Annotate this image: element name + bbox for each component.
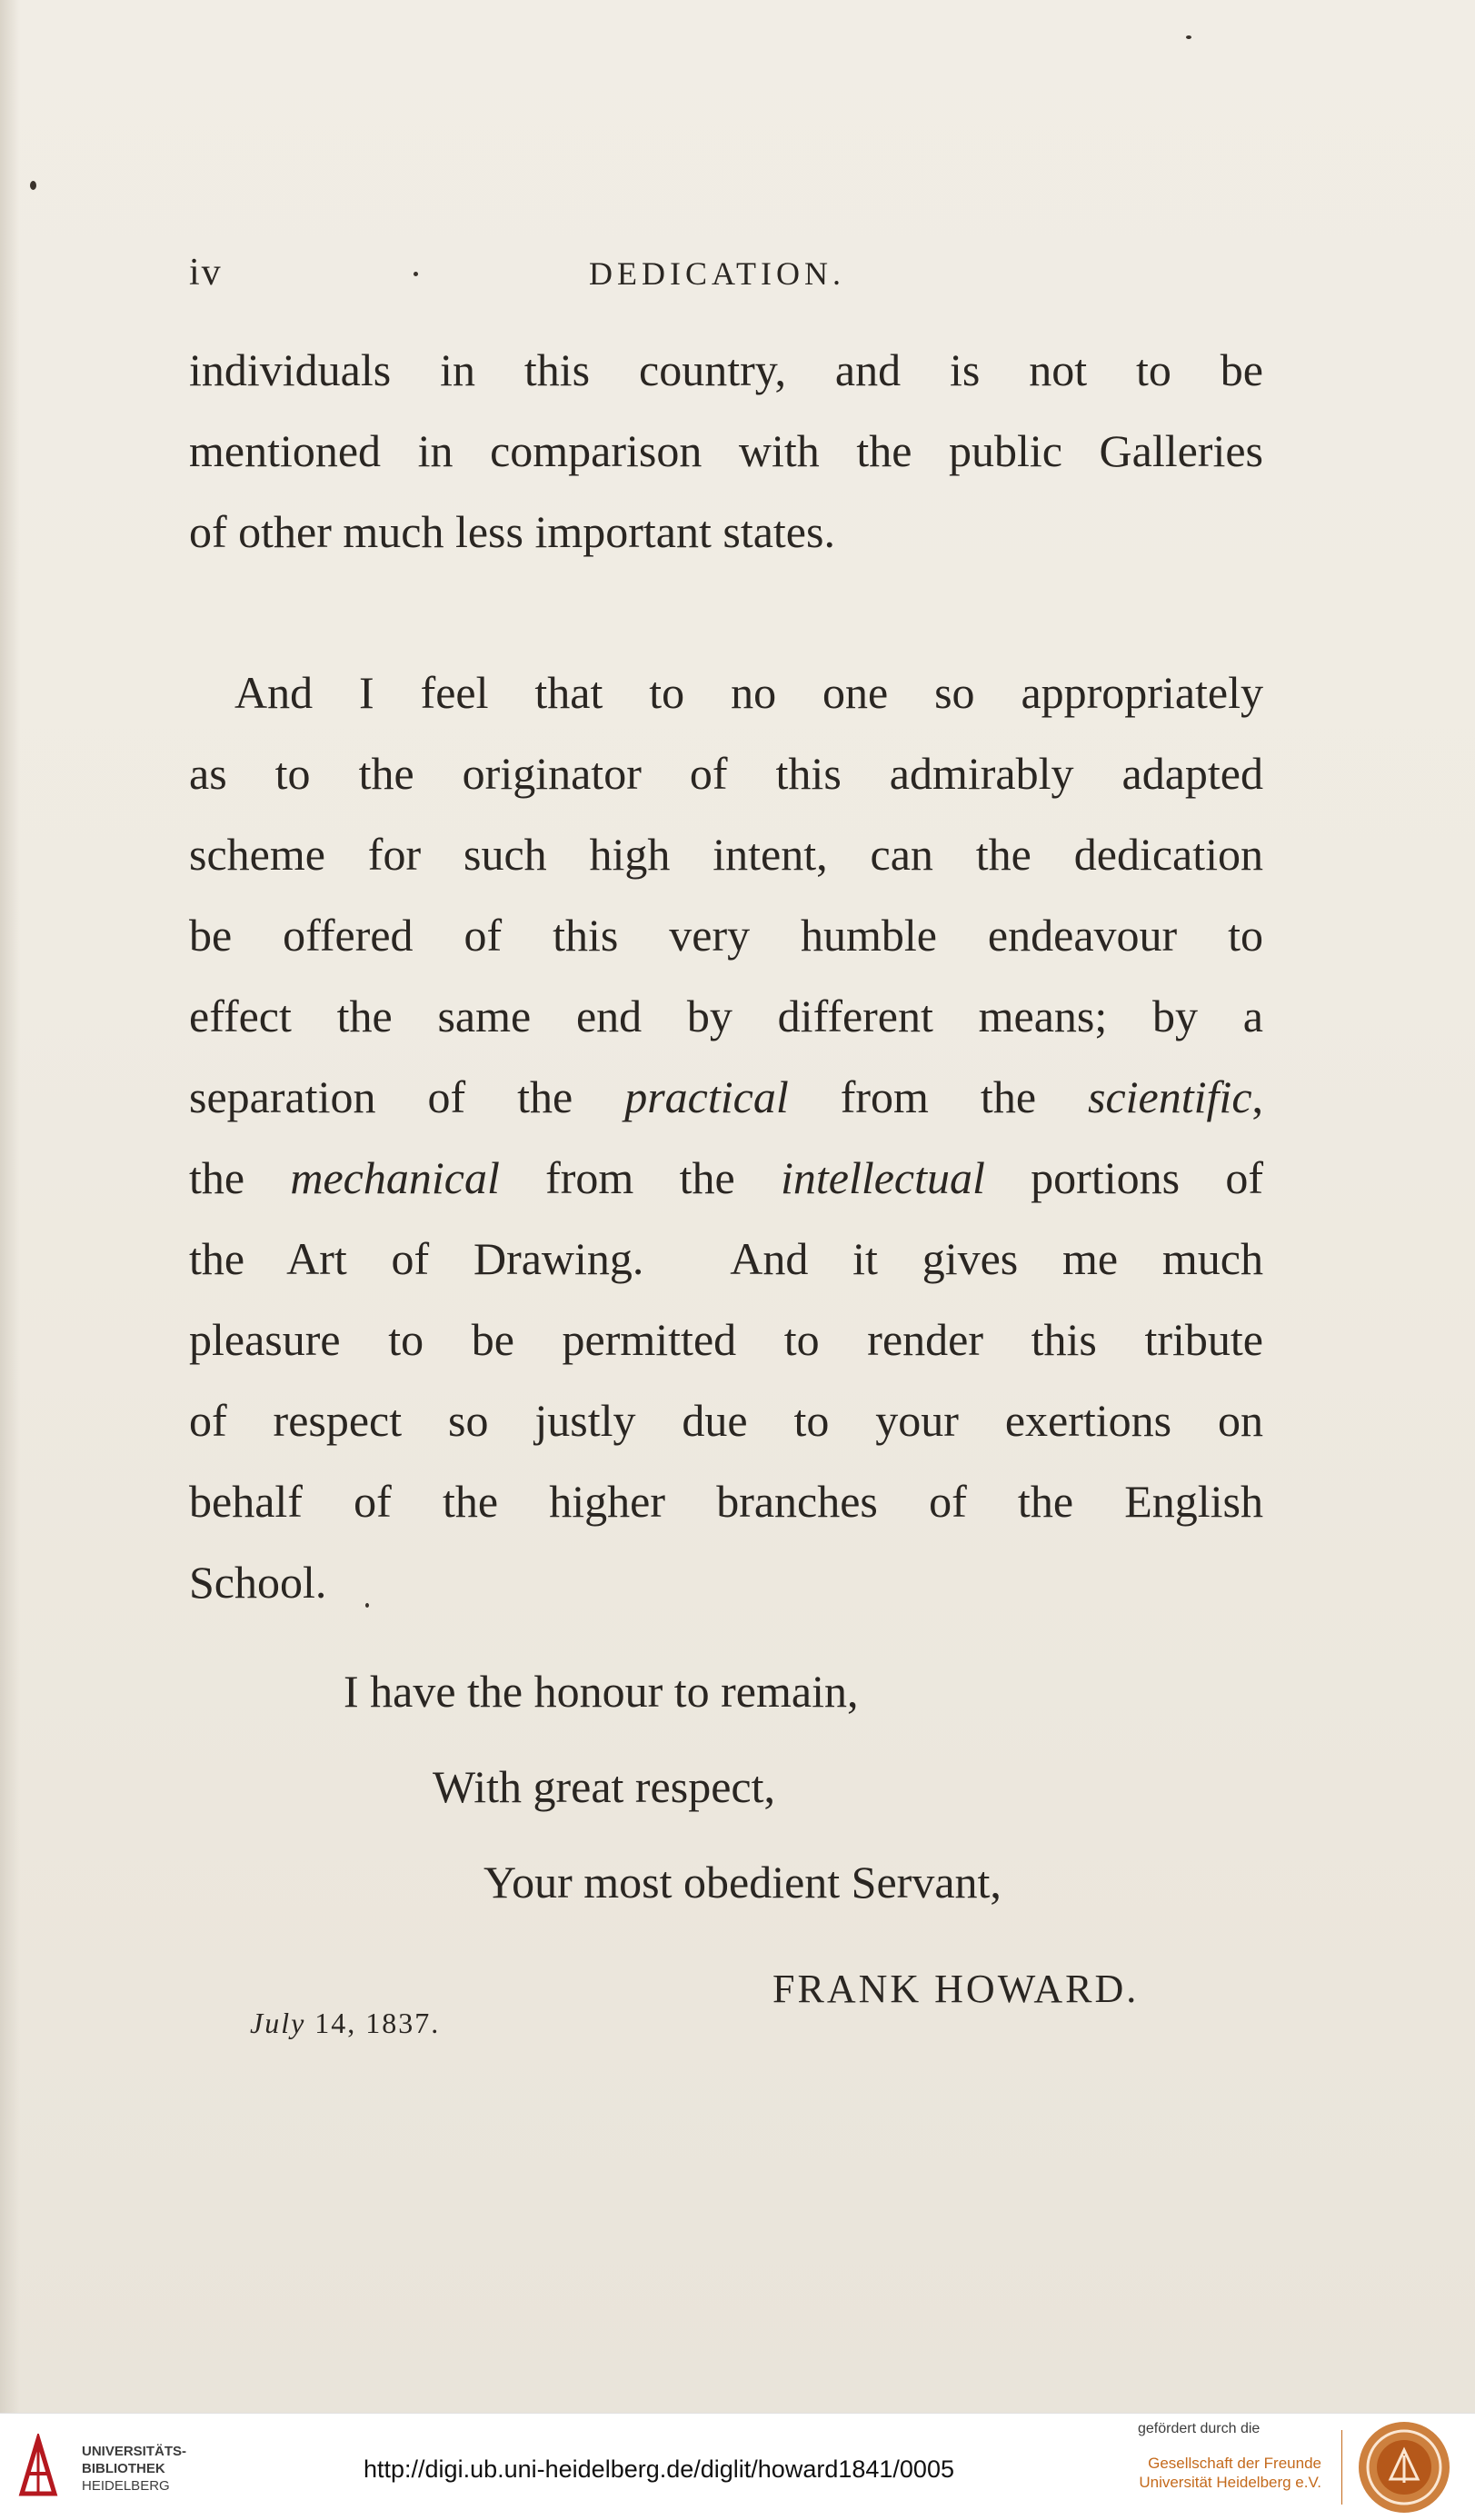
text-line [189, 1308, 1263, 1389]
text-run: effect the same end by different means; by a [189, 991, 1263, 1041]
text-line [189, 1389, 1263, 1469]
text-line [189, 1550, 1263, 1631]
closing-line: With great respect, [433, 1761, 775, 1812]
footer-divider [1341, 2430, 1342, 2505]
closing-line: I have the honour to remain, [344, 1666, 859, 1717]
permalink-url[interactable]: http://digi.ub.uni-heidelberg.de/diglit/howard1841/0005 [364, 2455, 954, 2483]
running-head: DEDICATION. [589, 255, 845, 292]
text-run: separation of the [189, 1071, 625, 1122]
text-line [189, 1227, 1263, 1308]
italic-word: mechanical [290, 1152, 500, 1203]
text-run: from the [788, 1071, 1089, 1122]
sponsor-caption: gefördert durch die [1138, 2421, 1261, 2436]
university-seal-icon [1356, 2419, 1452, 2515]
footer-bar [0, 2413, 1475, 2520]
page-header [189, 251, 1243, 296]
sponsor-name-line: Gesellschaft der Freunde [1148, 2455, 1321, 2472]
sponsor-name-line: Universität Heidelberg e.V. [1139, 2474, 1321, 2491]
dedication-body [189, 338, 1263, 1631]
library-name-line: BIBLIOTHEK [82, 2461, 165, 2476]
text-run: portions of [984, 1152, 1264, 1203]
text-line [189, 1469, 1263, 1550]
text-line [189, 1065, 1263, 1146]
italic-word: scientific [1088, 1071, 1252, 1122]
date-day-year: 14, 1837. [305, 2007, 441, 2039]
ink-speck [1186, 35, 1191, 39]
text-line [189, 903, 1263, 984]
text-line [189, 661, 1263, 742]
text-line [189, 1146, 1263, 1227]
library-name-line: UNIVERSITÄTS- [82, 2444, 187, 2459]
text-run: School. [189, 1557, 327, 1608]
text-run: And I feel that to no one so appropriately [234, 667, 1263, 718]
text-run: , [1251, 1071, 1264, 1122]
text-run: from the [499, 1152, 781, 1203]
text-run: the Art of Drawing. And it gives me much [189, 1233, 1263, 1284]
paragraph-gap [189, 581, 1263, 661]
italic-word: intellectual [780, 1152, 985, 1203]
text-run: pleasure to be permitted to render this tribute [189, 1314, 1263, 1365]
text-line: individuals in this country, and is not to be [189, 344, 1263, 395]
text-line [189, 984, 1263, 1065]
text-run: of respect so justly due to your exertions on [189, 1395, 1263, 1446]
text-run: behalf of the higher branches of the English [189, 1476, 1263, 1527]
signature: FRANK HOWARD. [772, 1967, 1140, 2011]
ink-speck [30, 181, 36, 190]
text-line: of other much less important states. [189, 506, 835, 557]
page-number: iv [189, 252, 223, 294]
page-edge-shadow [0, 0, 20, 2413]
text-run: as to the originator of this admirably adapted [189, 748, 1263, 799]
library-logo-icon [16, 2434, 60, 2499]
library-name [82, 2443, 186, 2495]
date-line [250, 2007, 440, 2040]
italic-word: practical [624, 1071, 789, 1122]
sponsor-name [1138, 2454, 1321, 2492]
text-line: mentioned in comparison with the public Galleries [189, 425, 1263, 476]
text-line [189, 742, 1263, 822]
text-run: be offered of this very humble endeavour to [189, 910, 1263, 961]
text-run: scheme for such high intent, can the dedication [189, 829, 1263, 880]
text-line [189, 822, 1263, 903]
date-month: July [250, 2007, 306, 2039]
closing-line: Your most obedient Servant, [483, 1857, 1002, 1907]
library-name-line: HEIDELBERG [82, 2478, 170, 2494]
text-run: the [189, 1152, 291, 1203]
